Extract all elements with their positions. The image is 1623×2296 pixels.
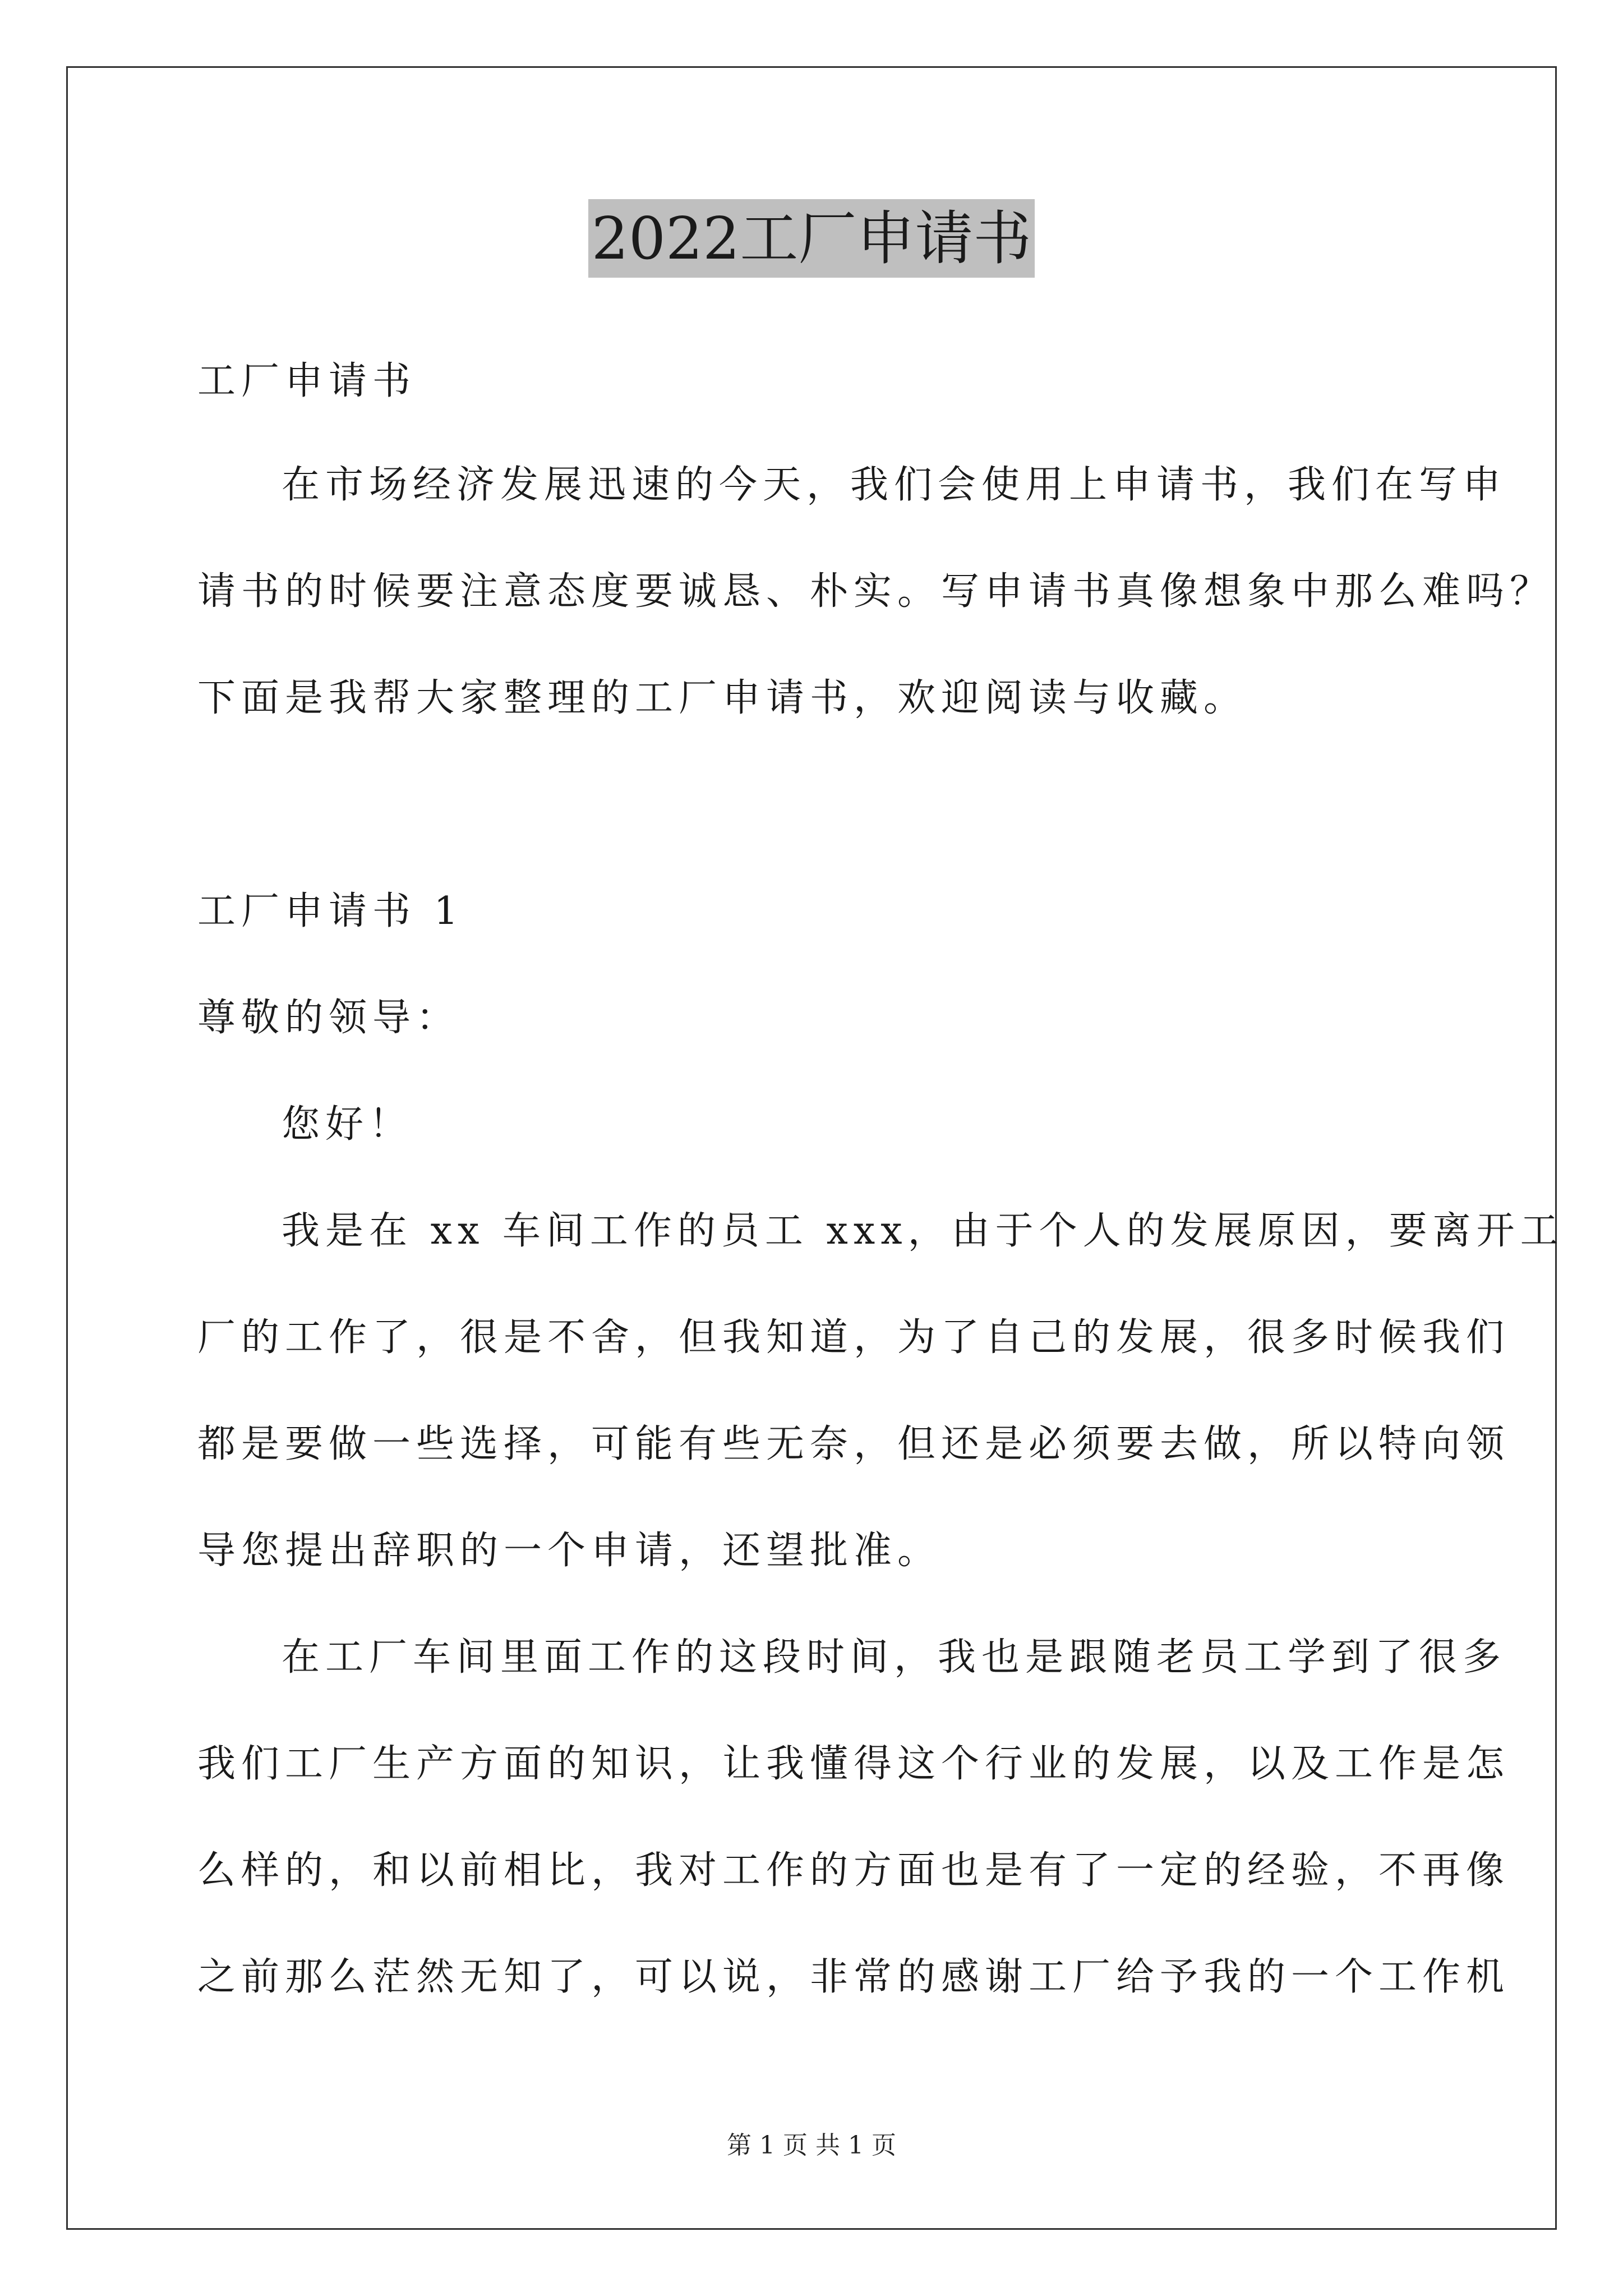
title-text: 2022工厂申请书 <box>588 199 1035 278</box>
page-footer: 第 1 页 共 1 页 <box>727 2131 896 2160</box>
paragraph-line: 么样的，和以前相比，我对工作的方面也是有了一定的经验，不再像 <box>197 1848 1510 1893</box>
paragraph-line: 请书的时候要注意态度要诚恳、朴实。写申请书真像想象中那么难吗？ <box>197 569 1554 614</box>
paragraph-line: 在市场经济发展迅速的今天，我们会使用上申请书，我们在写申 <box>282 463 1507 507</box>
salutation: 尊敬的领导： <box>197 996 460 1040</box>
paragraph-line: 都是要做一些选择，可能有些无奈，但还是必须要去做，所以特向领 <box>197 1422 1510 1466</box>
paragraph-line: 厂的工作了，很是不舍，但我知道，为了自己的发展，很多时候我们 <box>197 1315 1510 1360</box>
paragraph-line: 我是在 xx 车间工作的员工 xxx，由于个人的发展原因，要离开工 <box>282 1209 1564 1253</box>
paragraph-line: 之前那么茫然无知了，可以说，非常的感谢工厂给予我的一个工作机 <box>197 1955 1510 1999</box>
greeting: 您好！ <box>282 1102 413 1147</box>
paragraph-line: 在工厂车间里面工作的这段时间，我也是跟随老员工学到了很多 <box>282 1635 1507 1680</box>
paragraph-line: 导您提出辞职的一个申请，还望批准。 <box>197 1529 942 1573</box>
section-heading: 工厂申请书 <box>197 359 417 403</box>
section-heading: 工厂申请书 1 <box>197 889 464 933</box>
paragraph-line: 下面是我帮大家整理的工厂申请书，欢迎阅读与收藏。 <box>197 676 1248 720</box>
paragraph-line: 我们工厂生产方面的知识，让我懂得这个行业的发展，以及工作是怎 <box>197 1742 1510 1786</box>
document-title <box>0 199 1623 278</box>
